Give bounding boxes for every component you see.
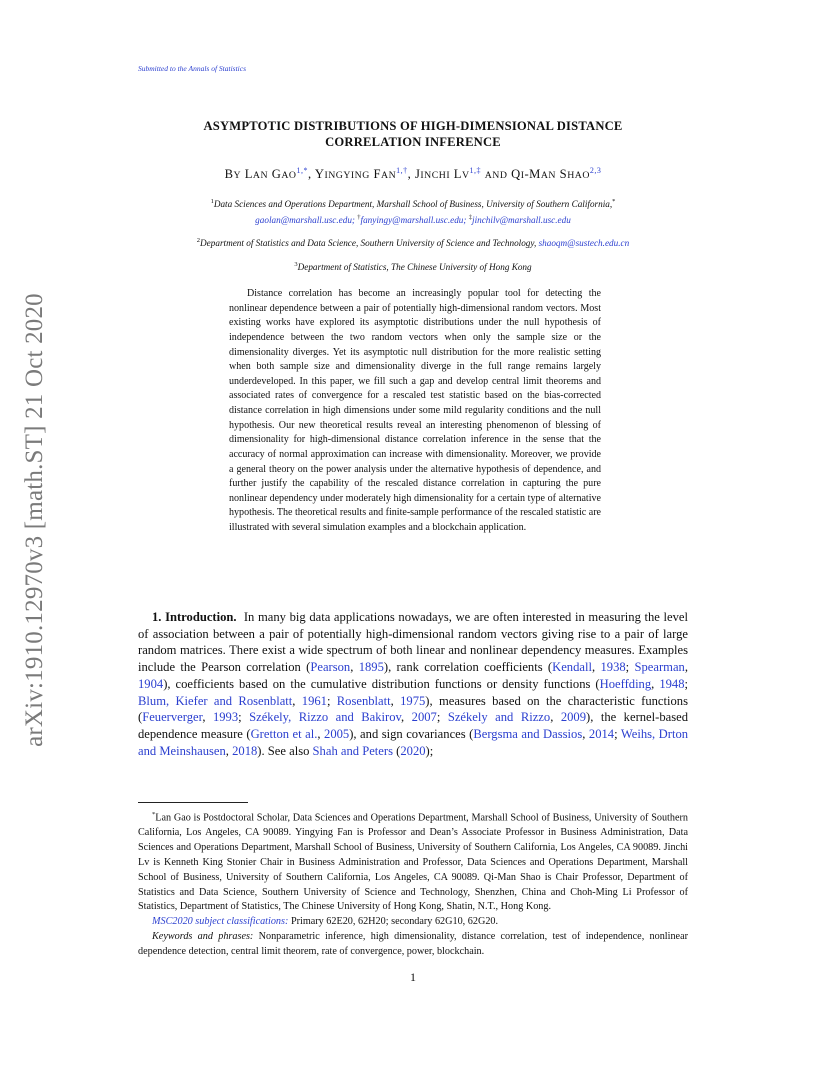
journal-note-link[interactable]: Submitted to the Annals of Statistics <box>138 64 246 73</box>
arxiv-identifier <box>10 280 60 760</box>
journal-note <box>138 64 246 73</box>
author-shao-last-initial: S <box>559 167 568 182</box>
author-gao-sup[interactable]: 1,* <box>296 166 308 175</box>
title-line-2: CORRELATION INFERENCE <box>325 135 501 149</box>
msc-link[interactable]: MSC2020 subject classifications: <box>152 916 289 928</box>
affiliation-1 <box>190 195 636 227</box>
email-fan-link[interactable]: fanyingy@marshall.usc.edu; <box>360 215 467 226</box>
citation-bergsma-dassios[interactable]: Bergsma and Dassios <box>473 726 583 741</box>
email-gao-link[interactable]: gaolan@marshall.usc.edu; <box>255 215 355 226</box>
author-fan-last-initial: F <box>373 167 382 182</box>
affiliation-2 <box>138 234 688 250</box>
citation-gretton[interactable]: Gretton et al. <box>250 726 318 741</box>
intro-text-1: In many big data applications nowadays, we are often interested in measuring the level of association between a pair of potentially high-dimensional random vectors giving rise to a pair of large random matrices. There exist a wide spectrum of both linear and nonlinear dependency measures. Examples include the Pearson correlation ( <box>138 610 689 675</box>
footnotes <box>138 808 688 960</box>
intro-text-7: ). See also <box>257 743 313 758</box>
citation-kendall-year[interactable]: 1938 <box>600 660 626 675</box>
author-gao-first-rest: AN <box>252 170 269 182</box>
citation-weihs[interactable]: Weihs, Drton and Meinshausen <box>138 726 689 758</box>
author-lv-last-initial: L <box>453 167 462 182</box>
intro-text-8: ); <box>425 743 434 758</box>
keywords-label: Keywords and phrases: <box>152 931 254 943</box>
citation-szekely-rizzo-bakirov[interactable]: Székely, Rizzo and Bakirov <box>249 710 402 725</box>
author-shao <box>511 167 601 181</box>
author-shao-dash-initial: -M <box>524 167 541 182</box>
email-1-sup: * <box>612 198 616 205</box>
author-lv-first-rest: INCHI <box>420 170 451 182</box>
abstract: Distance correlation has become an increasingly popular tool for detecting the nonlinear dependence between a pair of potentially high-dimensional random vectors. Most existing works have explored its asymptotic distributions under the null hypothesis of independence between the two random vectors when only the sample size or the dimensionality diverges. Yet its asymptotic null distribution for the more realistic setting when both sample size and dimensionality diverge in the full range remains largely underdeveloped. In this paper, we fill such a gap and develop central limit theorems and associated rates of convergence for a rescaled test statistic based on the bias-corrected distance correlation in high dimensions under some mild regularity conditions and the null hypothesis. Our new theoretical results reveal an interesting phenomenon of blessing of dimensionality for high-dimensional distance correlation inference in the sense that the accuracy of normal approximation can increase with dimensionality. Moreover, we provide a general theory on the power analysis under the alternative hypothesis of dependence, and further justify the capability of the rescaled distance correlation in capturing the pure nonlinear dependency under moderately high dimensionality for a certain type of alternative hypothesis. The theoretical results and finite-sample performance of the rescaled statistic are illustrated with several simulation examples and a blockchain application. <box>229 288 601 533</box>
intro-text-3: ), coefficients based on the cumulative distribution functions or density functions ( <box>163 676 600 691</box>
citation-rosenblatt[interactable]: Rosenblatt <box>336 693 391 708</box>
section-heading-introduction: 1. Introduction. <box>152 610 237 624</box>
footnote-divider <box>138 802 248 803</box>
introduction-paragraph: 1. Introduction. In many big data applications nowadays, we are often interested in measuring the level of association between a pair of potentially high-dimensional random vectors giving rise to a pair of large random matrices. There exist a wide spectrum of both linear and nonlinear dependency measures. Examples include the Pearson correlation (Pearson, 1895), rank correlation coefficients (Kendall, 1938; Spearman, 1904), coefficients based on the cumulative distribution functions or density functions (Hoeffding, 1948; Blum, Kiefer and Rosenblatt, 1961; Rosenblatt, 1975), measures based on the characteristic functions (Feuerverger, 1993; Székely, Rizzo and Bakirov, 2007; Székely and Rizzo, 2009), the kernel-based dependence measure (Gretton et al., 2005), and sign covariances (Bergsma and Dassios, 2014; Weihs, Drton and Meinshausen, 2018). See also Shah and Peters (2020); <box>138 610 689 758</box>
intro-text-4: ), measures based on the characteristic functions ( <box>138 693 689 725</box>
citation-blum[interactable]: Blum, Kiefer and Rosenblatt <box>138 693 293 708</box>
citation-szekely-rizzo-bakirov-year[interactable]: 2007 <box>411 710 437 725</box>
footnote-marker: * <box>152 811 156 818</box>
intro-text-6: ), and sign covariances ( <box>349 726 474 741</box>
affiliation-3-text: Department of Statistics, The Chinese University of Hong Kong <box>297 262 532 273</box>
email-lv-link[interactable]: jinchilv@marshall.usc.edu <box>472 215 571 226</box>
author-fan-first-rest: INGYING <box>324 170 370 182</box>
title-line-1: ASYMPTOTIC DISTRIBUTIONS OF HIGH-DIMENSIONAL DISTANCE <box>203 119 623 133</box>
footnote-keywords <box>138 930 688 960</box>
citation-bergsma-dassios-year[interactable]: 2014 <box>588 726 615 741</box>
citation-gretton-year[interactable]: 2005 <box>324 726 350 741</box>
author-fan-first-initial: Y <box>314 167 325 182</box>
author-shao-sup[interactable]: 2,3 <box>589 166 602 175</box>
by-rest: Y <box>233 170 242 182</box>
author-lv-first-initial: J <box>414 167 421 182</box>
author-gao <box>245 167 308 181</box>
affiliation-2-sup: 2 <box>196 237 201 244</box>
citation-pearson-year[interactable]: 1895 <box>358 660 384 675</box>
citation-hoeffding-year[interactable]: 1948 <box>659 676 685 691</box>
author-shao-first-rest: I <box>520 170 525 182</box>
author-shao-first-initial: Q <box>511 167 521 182</box>
author-fan <box>315 167 408 181</box>
citation-shah-peters-year[interactable]: 2020 <box>400 743 426 758</box>
affiliation-1-sup: 1 <box>210 198 214 205</box>
email-shao-link[interactable]: shaoqm@sustech.edu.cn <box>538 238 630 249</box>
citation-rosenblatt-year[interactable]: 1975 <box>400 693 426 708</box>
citation-blum-year[interactable]: 1961 <box>301 693 327 708</box>
affiliation-3 <box>138 258 688 274</box>
intro-text-5: ), the kernel-based dependence measure ( <box>138 710 689 741</box>
affiliation-3-sup: 3 <box>294 261 298 268</box>
author-shao-last-rest: HAO <box>567 170 590 182</box>
author-lv-sup[interactable]: 1,‡ <box>469 166 482 175</box>
by-initial: B <box>224 167 234 182</box>
citation-weihs-year[interactable]: 2018 <box>232 743 258 758</box>
author-gao-first-initial: L <box>244 167 253 182</box>
author-list: BY LAN $GAO^{1,*}$, YINGYING $FAN^{1,\dagger}$, JINCHI $LV^{1,\ddagger}$ AND QI-MAN SHAO$^{2,3}$ <box>224 166 602 182</box>
author-lv-last-rest: V <box>461 170 470 182</box>
keywords-text: Nonparametric inference, high dimensionality, distance correlation, test of independence, nonlinear dependence detection, central limit theorem, rate of convergence, power, blockchain. <box>138 931 688 957</box>
intro-text-2: ), rank correlation coefficients ( <box>383 660 553 675</box>
page-number: 1 <box>410 970 416 984</box>
author-fan-sup[interactable]: 1,† <box>396 166 408 175</box>
email-3-sup: ‡ <box>468 214 473 222</box>
citation-pearson[interactable]: Pearson <box>310 660 351 675</box>
citation-kendall[interactable]: Kendall <box>552 660 592 675</box>
citation-shah-peters[interactable]: Shah and Peters <box>312 743 393 758</box>
affiliation-1-text: Data Sciences and Operations Department, Marshall School of Business, University of Southern California, <box>213 199 613 210</box>
author-gao-last-rest: AO <box>281 170 297 182</box>
paper-title <box>138 118 688 150</box>
citation-spearman-year[interactable]: 1904 <box>138 676 164 691</box>
citation-feuerverger-year[interactable]: 1993 <box>212 710 239 725</box>
msc-text: Primary 62E20, 62H20; secondary 62G10, 62G20. <box>290 916 499 928</box>
author-gao-last-initial: G <box>271 167 282 182</box>
email-2-sup: † <box>357 214 361 222</box>
footnote-author-info <box>138 808 688 915</box>
citation-szekely-rizzo[interactable]: Székely and Rizzo <box>447 710 551 725</box>
citation-szekely-rizzo-year[interactable]: 2009 <box>560 710 587 725</box>
arxiv-identifier-text: arXiv:1910.12970v3 [math.ST] 21 Oct 2020 <box>21 293 48 747</box>
affiliation-2-text: Department of Statistics and Data Science, Southern University of Science and Technology, <box>200 238 537 249</box>
footnote-author-text: Lan Gao is Postdoctoral Scholar, Data Sciences and Operations Department, Marshall School of Business, University of Southern California, Los Angeles, CA 90089. Yingying Fan is Professor and Dean’s Associate Professor in Business Administration, Data Sciences and Operations Department, Marshall School of Business, University of Southern California, Los Angeles, CA 90089. Jinchi Lv is Kenneth King Stonier Chair in Business Administration and Professor, Data Sciences and Operations Department, Marshall School of Business, University of Southern California, Los Angeles, CA 90089. Qi-Man Shao is Chair Professor, Department of Statistics and Data Science, Southern University of Science and Technology, Shenzhen, China and Choh-Ming Li Professor of Statistics, Department of Statistics, The Chinese University of Hong Kong, Shatin, N.T., Hong Kong. <box>138 812 688 913</box>
citation-feuerverger[interactable]: Feuerverger <box>142 710 203 725</box>
footnote-msc <box>138 915 688 930</box>
author-fan-last-rest: AN <box>381 170 397 182</box>
citation-hoeffding[interactable]: Hoeffding <box>599 676 652 691</box>
author-shao-dash-rest: AN <box>540 170 557 182</box>
author-lv <box>415 167 481 181</box>
author-and: AND <box>484 170 508 182</box>
citation-spearman[interactable]: Spearman <box>634 660 685 675</box>
